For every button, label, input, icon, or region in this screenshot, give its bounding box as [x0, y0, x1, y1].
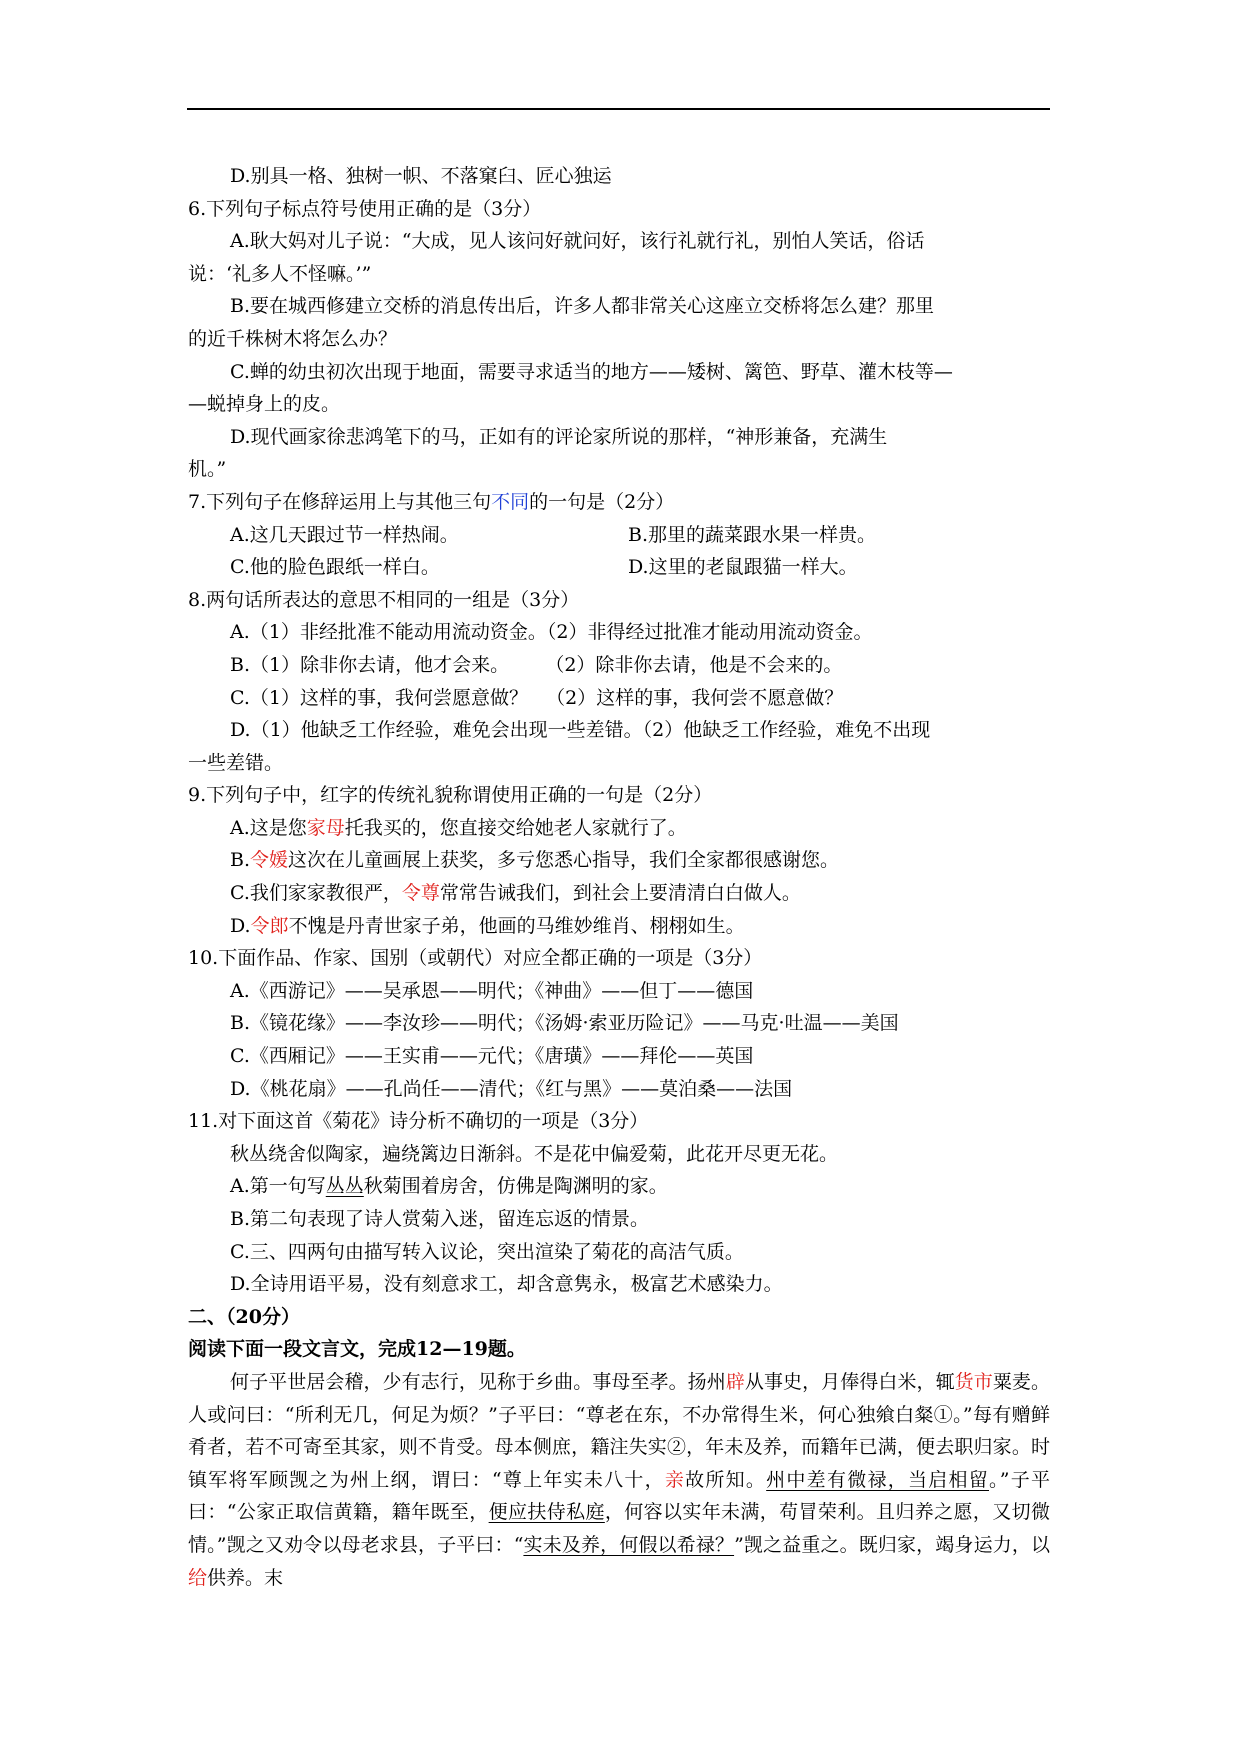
- q6-option-d-line2: 机。”: [188, 458, 227, 481]
- q11-option-d: D.全诗用语平易，没有刻意求工，却含意隽永，极富艺术感染力。: [230, 1273, 783, 1296]
- passage-seg-1: 何子平世居会稽，少有志行，见称于乡曲。事母至孝。扬州: [230, 1370, 726, 1393]
- q8-option-d-line2: 一些差错。: [188, 751, 284, 774]
- q7-stem-pre: 7.下列句子在修辞运用上与其他三句: [188, 490, 492, 513]
- q5-option-d: D.别具一格、独树一帜、不落窠臼、匠心独运: [230, 165, 612, 187]
- passage-seg-3: 粟麦。人或问曰：“所利无几，何足为烦？”子平曰：“尊老在东，不办常得生米，何心独飨白粲①。”每有赠鲜肴者，若不可寄至其家，则不肯受。母本侧庶，籍注失实②，年未及养，而籍年已满，便去职归家。时镇军将军顾觊之为州上纲，谓曰：“尊上年实未八十，: [188, 1370, 1050, 1491]
- classical-passage: [188, 1366, 1050, 1594]
- q11-option-c: C.三、四两句由描写转入议论，突出渲染了菊花的高洁气质。: [230, 1240, 744, 1263]
- q6-option-a-line1: A.耿大妈对儿子说：“大成，见人该问好就问好，该行礼就行礼，别怕人笑话，俗话: [230, 230, 925, 253]
- q7-option-a: A.这几天跟过节一样热闹。: [230, 523, 459, 546]
- q6-option-b-line1: B.要在城西修建立交桥的消息传出后，许多人都非常关心这座立交桥将怎么建？那里: [230, 295, 935, 318]
- exam-page: [188, 160, 1050, 1594]
- q8-option-c: C.（1）这样的事，我何尝愿意做？ （2）这样的事，我何尝不愿意做？: [230, 686, 844, 709]
- q7-stem: [188, 486, 1050, 519]
- q10-option-a: A.《西游记》——吴承恩——明代；《神曲》——但丁——德国: [230, 979, 754, 1002]
- q11-a-underlined: 丛丛: [325, 1175, 364, 1198]
- q7-option-b: B.那里的蔬菜跟水果一样贵。: [628, 523, 877, 546]
- q10-stem: 10.下面作品、作家、国别（或朝代）对应全都正确的一项是（3分）: [188, 947, 763, 970]
- q10-option-c: C.《西厢记》——王实甫——元代；《唐璜》——拜伦——英国: [230, 1045, 754, 1068]
- section-2-heading: 二、（20分）: [188, 1305, 300, 1328]
- q8-option-d-line1: D.（1）他缺乏工作经验，难免会出现一些差错。（2）他缺乏工作经验，难免不出现: [230, 719, 931, 742]
- q6-stem: 6.下列句子标点符号使用正确的是（3分）: [188, 197, 542, 220]
- q9-d-post: 不愧是丹青世家子弟，他画的马维妙维肖、栩栩如生。: [288, 914, 745, 937]
- q8-stem: 8.两句话所表达的意思不相同的一组是（3分）: [188, 588, 580, 611]
- q7-stem-highlight: 不同: [491, 490, 530, 513]
- passage-seg-7: ”觊之益重之。既归家，竭身运力，以: [734, 1533, 1050, 1556]
- q9-c-term: 令尊: [401, 882, 440, 905]
- q7-options-row-2: [188, 551, 1050, 584]
- q8-option-b: B.（1）除非你去请，他才会来。 （2）除非你去请，他是不会来的。: [230, 653, 843, 676]
- q9-a-term: 家母: [306, 816, 345, 839]
- q6-option-c-line1: C.蝉的幼虫初次出现于地面，需要寻求适当的地方——矮树、篱笆、野草、灌木枝等—: [230, 360, 953, 383]
- q11-option-a: [188, 1170, 1050, 1203]
- q9-b-post: 这次在儿童画展上获奖，多亏您悉心指导，我们全家都很感谢您。: [288, 849, 840, 872]
- q9-b-term: 令媛: [250, 849, 289, 872]
- passage-underline-3: 实未及养，何假以希禄？: [523, 1533, 735, 1556]
- passage-key-qin: 亲: [664, 1468, 686, 1491]
- q9-b-pre: B.: [230, 849, 251, 872]
- passage-seg-4: 故所知。: [685, 1468, 767, 1491]
- q11-a-post: 秋菊围着房舍，仿佛是陶渊明的家。: [363, 1175, 668, 1198]
- q9-option-d: [188, 910, 1050, 943]
- q9-option-a: [188, 812, 1050, 845]
- section-2-instruction: 阅读下面一段文言文，完成12—19题。: [188, 1338, 526, 1361]
- passage-key-huoshi: 货市: [954, 1370, 993, 1393]
- passage-seg-5: 。”子平曰：“公家正取信黄籍，籍年既至，: [188, 1468, 1050, 1524]
- q6-option-c-line2: —蜕掉身上的皮。: [188, 393, 341, 416]
- passage-key-bi: 辟: [725, 1370, 745, 1393]
- q6-option-b-line2: 的近千株树木将怎么办？: [188, 327, 398, 350]
- passage-underline-2: 便应扶侍私庭: [488, 1501, 605, 1524]
- passage-seg-6: ，何容以实年未满，苟冒荣利。且归养之愿，又切微情。”觊之又劝令以母老求县，子平曰：“: [188, 1501, 1050, 1556]
- q9-a-post: 托我买的，您直接交给她老人家就行了。: [344, 816, 687, 839]
- q7-option-c: C.他的脸色跟纸一样白。: [230, 556, 440, 579]
- q9-option-b: [188, 844, 1050, 877]
- q9-a-pre: A.这是您: [230, 816, 307, 839]
- q9-c-post: 常常告诫我们，到社会上要清清白白做人。: [439, 882, 801, 905]
- q6-option-d-line1: D.现代画家徐悲鸿笔下的马，正如有的评论家所说的那样，“神形兼备，充满生: [230, 425, 888, 448]
- q9-d-term: 令郎: [250, 914, 289, 937]
- q11-poem: 秋丛绕舍似陶家，遍绕篱边日渐斜。不是花中偏爱菊，此花开尽更无花。: [230, 1142, 839, 1165]
- q11-option-b: B.第二句表现了诗人赏菊入迷，留连忘返的情景。: [230, 1208, 650, 1230]
- q7-option-d: D.这里的老鼠跟猫一样大。: [628, 556, 858, 579]
- q11-a-pre: A.第一句写: [230, 1175, 326, 1198]
- q10-option-b: B.《镜花缘》——李汝珍——明代；《汤姆·索亚历险记》——马克·吐温——美国: [230, 1012, 899, 1035]
- q7-options-row-1: [188, 519, 1050, 552]
- q11-stem: 11.对下面这首《菊花》诗分析不确切的一项是（3分）: [188, 1110, 649, 1133]
- q9-d-pre: D.: [230, 914, 251, 937]
- q10-option-d: D.《桃花扇》——孔尚任——清代；《红与黑》——莫泊桑——法国: [230, 1077, 793, 1100]
- passage-key-ji: 给: [188, 1566, 208, 1589]
- passage-seg-8: 供养。末: [207, 1566, 284, 1589]
- q8-option-a: A.（1）非经批准不能动用流动资金。（2）非得经过批准才能动用流动资金。: [230, 621, 873, 644]
- q6-option-a-line2: 说：‘礼多人不怪嘛。’”: [188, 262, 372, 285]
- header-rule: [187, 108, 1050, 110]
- passage-seg-2: 从事史，月俸得白米，辄: [744, 1370, 955, 1393]
- q9-stem: 9.下列句子中，红字的传统礼貌称谓使用正确的一句是（2分）: [188, 784, 713, 807]
- q7-stem-post: 的一句是（2分）: [529, 490, 675, 513]
- q9-c-pre: C.我们家家教很严，: [230, 882, 402, 905]
- passage-underline-1: 州中差有微禄，当启相留: [766, 1468, 989, 1491]
- q9-option-c: [188, 877, 1050, 910]
